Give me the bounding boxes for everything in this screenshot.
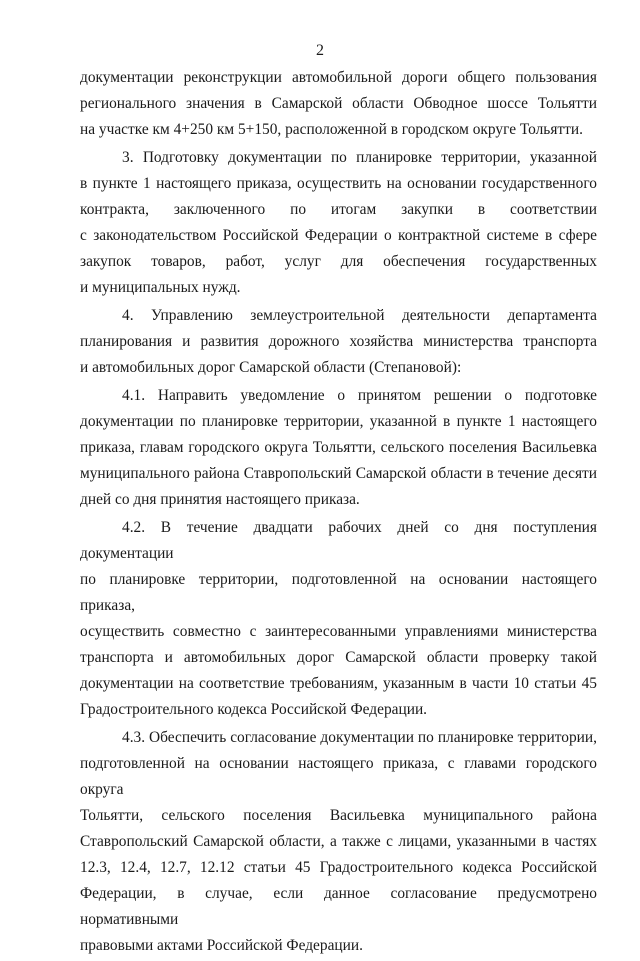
text-line: документации по планировке территории, указанной в пункте 1 настоящего [80,413,597,430]
text-line: дней со дня принятия настоящего приказа. [80,491,360,508]
text-line: 12.3, 12.4, 12.7, 12.12 статьи 45 Градостроительного кодекса Российской [80,859,597,876]
text-line: Тольятти, сельского поселения Васильевка муниципального района [80,807,597,824]
paragraph-p43 [80,725,597,959]
text-line: регионального значения в Самарской области Обводное шоссе Тольятти [80,95,597,112]
text-line: на участке км 4+250 км 5+150, расположенной в городском округе Тольятти. [80,121,583,138]
paragraph-p3 [80,145,597,301]
text-line: 3. Подготовку документации по планировке территории, указанной [122,149,597,166]
text-line: с законодательством Российской Федерации о контрактной системе в сфере [80,227,597,244]
text-line: и автомобильных дорог Самарской области (Степановой): [80,359,462,376]
text-line: Градостроительного кодекса Российской Федерации. [80,701,428,718]
page-number: 2 [316,42,324,59]
paragraph-p4 [80,303,597,381]
paragraph-p42 [80,515,597,723]
text-line: контракта, заключенного по итогам закупки в соответствии [80,201,597,218]
text-line: 4.3. Обеспечить согласование документации по планировке территории, [122,729,597,746]
text-line: планирования и развития дорожного хозяйства министерства транспорта [80,333,597,350]
text-line: и муниципальных нужд. [80,279,241,296]
text-line: муниципального района Ставропольский Самарской области в течение десяти [80,465,597,482]
document-body [80,65,597,961]
text-line: Ставропольский Самарской области, а также с лицами, указанными в частях [80,833,597,850]
text-line: по планировке территории, подготовленной на основании настоящего приказа, [80,571,597,614]
text-line: приказа, главам городского округа Тольятти, сельского поселения Васильевка [80,439,597,456]
text-line: 4.1. Направить уведомление о принятом решении о подготовке [122,387,597,404]
text-line: 4.2. В течение двадцати рабочих дней со дня поступления документации [80,519,597,562]
paragraph-p41 [80,383,597,513]
text-line: подготовленной на основании настоящего приказа, с главами городского округа [80,755,597,798]
text-line: осуществить совместно с заинтересованными управлениями министерства [80,623,597,640]
text-line: закупок товаров, работ, услуг для обеспечения государственных [80,253,597,270]
text-line: в пункте 1 настоящего приказа, осуществить на основании государственного [80,175,597,192]
paragraph-p0 [80,65,597,143]
text-line: 4. Управлению землеустроительной деятельности департамента [122,307,597,324]
text-line: транспорта и автомобильных дорог Самарской области проверку такой [80,649,597,666]
text-line: Федерации, в случае, если данное согласование предусмотрено нормативными [80,885,597,928]
text-line: документации на соответствие требованиям, указанным в части 10 статьи 45 [80,675,597,692]
text-line: правовыми актами Российской Федерации. [80,937,363,954]
text-line: документации реконструкции автомобильной дороги общего пользования [80,69,597,86]
